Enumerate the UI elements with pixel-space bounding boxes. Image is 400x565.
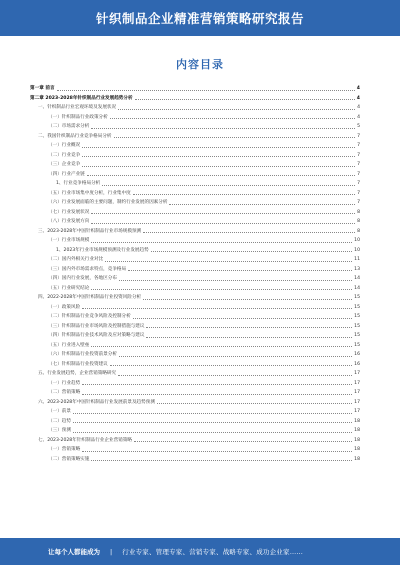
toc-entry[interactable] <box>30 198 360 208</box>
toc-entry-page: 18 <box>354 428 360 433</box>
toc-entry[interactable] <box>30 189 360 199</box>
toc-entry-label: （三）预测 <box>48 428 71 433</box>
toc-entry-page: 15 <box>354 333 360 338</box>
toc-leader-dots <box>82 308 352 309</box>
toc-entry-page: 16 <box>354 361 360 367</box>
toc-entry-page: 7 <box>357 152 360 158</box>
toc-entry-label: （六）行业发展面临的主要问题，制约行业发展的因素分析 <box>48 200 168 205</box>
toc-entry-page: 18 <box>354 447 360 452</box>
toc-entry-label: （五）行业研究结论 <box>48 285 90 291</box>
toc-leader-dots <box>119 280 352 281</box>
toc-entry[interactable] <box>30 170 360 180</box>
toc-leader-dots <box>91 289 352 290</box>
toc-entry-label: 二、我国针织制品行业竞争格局分析 <box>38 133 112 139</box>
toc-entry-page: 17 <box>354 390 360 395</box>
toc-entry-page: 8 <box>357 209 360 215</box>
toc-entry-label: 四、2022-2028年中国针织制品行业投资风险分析 <box>38 295 142 300</box>
toc-entry[interactable] <box>30 141 360 151</box>
toc-leader-dots <box>146 327 352 328</box>
toc-leader-dots <box>128 270 352 271</box>
toc-leader-dots <box>73 413 352 414</box>
toc-entry[interactable] <box>30 132 360 142</box>
toc-entry-label: （四）国内行业发展，各地区分布 <box>48 276 117 281</box>
toc-entry-page: 17 <box>354 399 360 405</box>
toc-leader-dots <box>91 128 355 129</box>
toc-entry-page: 7 <box>357 162 360 167</box>
toc-leader-dots <box>73 422 352 423</box>
toc-entry[interactable] <box>30 407 360 417</box>
toc-entry-page: 7 <box>357 143 360 148</box>
toc-entry-page: 17 <box>354 409 360 414</box>
toc-entry-page: 10 <box>354 238 360 243</box>
toc-entry-page: 15 <box>354 342 360 348</box>
toc-entry-page: 18 <box>354 437 360 443</box>
toc-entry-page: 14 <box>354 276 360 281</box>
toc-entry[interactable] <box>30 113 360 123</box>
toc-entry[interactable] <box>30 84 360 94</box>
toc-entry[interactable] <box>30 293 360 303</box>
toc-entry[interactable] <box>30 151 360 161</box>
toc-entry[interactable] <box>30 284 360 294</box>
toc-entry-page: 4 <box>357 105 360 110</box>
toc-entry-page: 8 <box>357 228 360 234</box>
toc-leader-dots <box>110 118 355 119</box>
toc-leader-dots <box>134 441 352 442</box>
toc-entry-label: （一）前景 <box>48 409 71 414</box>
toc-entry-page: 8 <box>357 219 360 224</box>
toc-entry[interactable] <box>30 455 360 465</box>
toc-entry-label: （三）国内外市场需求特点，竞争格局 <box>48 266 127 272</box>
toc-entry-page: 4 <box>356 86 360 91</box>
toc-entry[interactable] <box>30 227 360 237</box>
toc-entry[interactable] <box>30 255 360 265</box>
toc-entry[interactable] <box>30 265 360 275</box>
toc-entry-page: 17 <box>354 380 360 386</box>
toc-entry-page: 17 <box>354 371 360 376</box>
toc-leader-dots <box>133 318 352 319</box>
toc-entry[interactable] <box>30 417 360 427</box>
toc-leader-dots <box>82 156 355 157</box>
toc-entry[interactable] <box>30 179 360 189</box>
toc-entry-label: （二）国内外相关行业对比 <box>48 257 104 262</box>
toc-leader-dots <box>143 232 355 233</box>
toc-entry-page: 7 <box>357 133 360 139</box>
report-title: 针织制品企业精准营销策略研究报告 <box>95 11 304 26</box>
toc-entry-page: 15 <box>354 314 360 319</box>
toc-entry-label: （二）趋势 <box>48 418 71 424</box>
toc-entry[interactable] <box>30 331 360 341</box>
toc-entry[interactable] <box>30 360 360 370</box>
toc-entry-label: （二）营销策略 <box>48 390 81 395</box>
toc-entry-page: 15 <box>354 304 360 310</box>
toc-leader-dots <box>114 137 356 138</box>
toc-entry-page: 15 <box>354 295 360 300</box>
toc-entry-label: （一）针织制品行业政策分析 <box>48 114 108 120</box>
toc-entry-label: （二）营销策略实施 <box>48 456 90 462</box>
toc-entry-label: 1、行业竞争格局分析 <box>56 181 101 186</box>
toc-leader-dots <box>91 223 355 224</box>
toc-entry[interactable] <box>30 312 360 322</box>
toc-entry[interactable] <box>30 274 360 284</box>
toc-entry-label: （一）政策风险 <box>48 304 81 310</box>
toc-entry-page: 7 <box>357 200 360 205</box>
toc-entry-page: 7 <box>357 171 360 177</box>
report-header <box>0 0 400 36</box>
toc-entry[interactable] <box>30 426 360 436</box>
toc-leader-dots <box>157 403 352 404</box>
toc-leader-dots <box>110 365 352 366</box>
toc-entry-label: 一、针织制品行业宏观环境及发展状况 <box>38 105 117 110</box>
toc-entry-label: （一）行业趋势 <box>48 380 81 386</box>
toc-entry-page: 4 <box>357 114 360 120</box>
toc-entry-label: （二）针织制品行业竞争风险及控制分析 <box>48 314 131 319</box>
toc-entry[interactable] <box>30 217 360 227</box>
toc-entry-page: 4 <box>356 95 360 101</box>
toc-entry[interactable] <box>30 103 360 113</box>
toc-entry[interactable] <box>30 246 360 256</box>
toc-entry-label: （七）行业发展状况 <box>48 209 90 215</box>
toc-entry[interactable] <box>30 445 360 455</box>
toc-entry[interactable] <box>30 208 360 218</box>
toc-leader-dots <box>91 213 355 214</box>
toc-entry[interactable] <box>30 236 360 246</box>
toc-entry-page: 13 <box>354 266 360 272</box>
toc-heading: 内容目录 <box>176 58 224 71</box>
toc-entry-label: （四）针织制品行业技术风险及应对策略与建议 <box>48 333 145 338</box>
toc-entry[interactable] <box>30 322 360 332</box>
table-of-contents <box>30 84 360 464</box>
footer-slogan: 行业专家、管理专家、营销专家、战略专家、成功企业家…… <box>122 548 304 556</box>
toc-entry[interactable] <box>30 341 360 351</box>
toc-entry[interactable] <box>30 436 360 446</box>
toc-leader-dots <box>118 109 355 110</box>
toc-entry-label: （四）行业产业链 <box>48 171 85 177</box>
toc-entry-label: 三、2023-2028年中国针织制品行业市场规模预测 <box>38 228 142 234</box>
toc-entry-page: 5 <box>357 124 360 129</box>
footer-brand: 让每个人都能成为 <box>48 548 100 556</box>
toc-entry-page: 7 <box>357 181 360 186</box>
toc-leader-dots <box>82 384 352 385</box>
toc-leader-dots <box>151 251 352 252</box>
toc-leader-dots <box>91 346 352 347</box>
toc-entry-page: 7 <box>357 190 360 196</box>
toc-leader-dots <box>102 185 355 186</box>
toc-leader-dots <box>82 147 355 148</box>
toc-entry[interactable] <box>30 122 360 132</box>
toc-entry-label: 第一章 前言 <box>30 86 55 91</box>
toc-entry-label: 1、2023年行业市场规模预测及行业发展趋势 <box>56 247 149 253</box>
toc-entry-label: （六）针织制品行业投资前景分析 <box>48 352 117 357</box>
toc-leader-dots <box>82 451 352 452</box>
toc-entry[interactable] <box>30 350 360 360</box>
toc-entry-label: （一）行业市场规模 <box>48 238 90 243</box>
toc-entry-page: 18 <box>354 418 360 424</box>
toc-leader-dots <box>135 99 355 100</box>
toc-leader-dots <box>146 337 352 338</box>
toc-entry-page: 11 <box>354 257 360 262</box>
toc-entry-label: （五）行业市场集中度分析，行业集中度 <box>48 190 131 196</box>
toc-leader-dots <box>119 356 352 357</box>
toc-leader-dots <box>91 460 352 461</box>
toc-entry-label: （七）针织制品行业投资建议 <box>48 361 108 367</box>
toc-leader-dots <box>118 375 352 376</box>
toc-entry-label: （二）行业竞争 <box>48 152 81 158</box>
toc-entry-label: （三）针织制品行业市场风险及控制措施与建议 <box>48 323 145 329</box>
toc-leader-dots <box>133 194 355 195</box>
toc-entry-page: 14 <box>354 285 360 291</box>
toc-leader-dots <box>91 242 352 243</box>
toc-leader-dots <box>169 204 355 205</box>
toc-leader-dots <box>143 299 352 300</box>
toc-entry-page: 15 <box>354 323 360 329</box>
toc-entry-label: 六、2023-2028年中国针织制品行业发展前景及趋势预测 <box>38 399 155 405</box>
toc-leader-dots <box>82 166 355 167</box>
toc-entry[interactable] <box>30 94 360 104</box>
toc-entry-page: 18 <box>354 456 360 462</box>
toc-entry-label: 七、2023-2028年针织制品行业企业营销策略 <box>38 437 132 443</box>
toc-entry-label: （五）行业进入壁垒 <box>48 342 90 348</box>
toc-entry-label: （八）行业发展方向 <box>48 219 90 224</box>
footer-separator: | <box>110 547 113 556</box>
toc-leader-dots <box>57 90 355 91</box>
toc-entry-label: 五、行业发展趋势，企业营销策略研究 <box>38 371 117 376</box>
toc-entry[interactable] <box>30 398 360 408</box>
toc-leader-dots <box>105 261 352 262</box>
report-footer <box>0 538 400 565</box>
toc-entry[interactable] <box>30 388 360 398</box>
toc-entry[interactable] <box>30 379 360 389</box>
toc-entry-label: （一）行业概况 <box>48 143 81 148</box>
toc-leader-dots <box>87 175 355 176</box>
toc-leader-dots <box>82 394 352 395</box>
toc-entry-page: 16 <box>354 352 360 357</box>
toc-entry-label: 第二章 2023-2028年针织制品行业发展趋势分析 <box>30 95 133 101</box>
toc-leader-dots <box>73 432 352 433</box>
toc-entry[interactable] <box>30 160 360 170</box>
toc-entry-page: 10 <box>354 247 360 253</box>
toc-entry-label: （三）企业竞争 <box>48 162 81 167</box>
toc-entry-label: （二）市场需求分析 <box>48 124 90 129</box>
toc-entry[interactable] <box>30 303 360 313</box>
toc-entry-label: （一）营销策略 <box>48 447 81 452</box>
toc-entry[interactable] <box>30 369 360 379</box>
